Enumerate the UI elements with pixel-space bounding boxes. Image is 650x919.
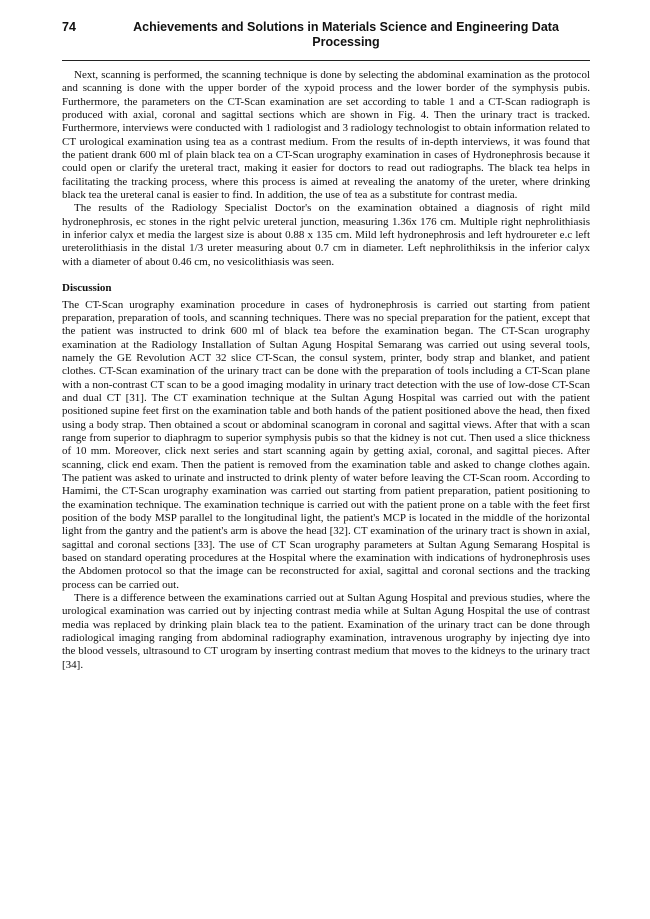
page-number: 74 <box>62 20 76 34</box>
paragraph-results: The results of the Radiology Specialist Doctor's on the examination obtained a diagnosis of right mild hydronephrosis, ec stones in the right pelvic ureteral junction, measuring 1.36x 176 cm. Multiple right nephrolithiasis in inferior calyx et media the largest size is about 0.88 x 135 cm. Mild left hydronephrosis and left hydroureter e.c left ureterolithiasis in the distal 1/3 ureter measuring about 0.7 cm in diameter. Left nephrolithiksis in the inferior calyx with a diameter of about 0.46 cm, no vesicolithiasis was seen. <box>62 202 590 268</box>
running-title-line-1: Achievements and Solutions in Materials Science and Engineering Data <box>133 20 559 34</box>
paragraph-scanning: Next, scanning is performed, the scanning technique is done by selecting the abdominal examination as the protocol and scanning is done with the upper border of the xypoid process and the lower border of the symphysis pubis. Furthermore, the parameters on the CT-Scan examination are set according to table 1 and a CT-Scan radiograph is produced with axial, coronal and sagittal sections which are shown in Fig. 4. Then the urinary tract is tracked. Furthermore, interviews were conducted with 1 radiologist and 3 radiology technologist to obtain information related to CT urological examination using tea as a contrast medium. From the results of in-depth interviews, it was found that the patient drank 600 ml of plain black tea on a CT-Scan urography examination in cases of Hydronephrosis because it could open or clarify the ureteral tract, making it easier for doctors to read out radiographs. The black tea helps in facilitating the tracking process, where this process is aimed at revealing the anatomy of the ureter, where drinking black tea the ureteral canal is easier to find. In addition, the use of tea as a substitute for contrast media. <box>62 69 590 202</box>
header-rule <box>62 60 590 61</box>
section-heading-discussion: Discussion <box>62 282 112 295</box>
running-title-line-2: Processing <box>312 35 380 49</box>
article-body <box>62 69 590 672</box>
page-header <box>62 20 590 56</box>
running-title <box>102 20 590 50</box>
paragraph-discussion-2: There is a difference between the examinations carried out at Sultan Agung Hospital and previous studies, where the urological examination was carried out by injecting contrast media while at Sultan Agung Hospital the use of contrast media was replaced by drinking plain black tea to the patient. Examination of the urinary tract can be done through radiological imaging ranging from abdominal radiography examination, intravenous urography by injecting dye into the blood vessels, ultrasound to CT urogram by inserting contrast medium that moves to the kidneys to the urinary tract [34]. <box>62 592 590 671</box>
paragraph-discussion-1: The CT-Scan urography examination procedure in cases of hydronephrosis is carried out starting from patient preparation, preparation of tools, and scanning techniques. There was no special preparation for the patient, except that the patient was instructed to drink 600 ml of black tea before the examination began. The CT-Scan urography examination at the Radiology Installation of Sultan Agung Hospital Semarang was carried out using several tools, namely the GE Revolution ACT 32 slice CT-Scan, the consul system, printer, body strap and blanket, and patient clothes. CT-Scan examination of the urinary tract can be done with the preparation of tools including a CT-Scan plane with a non-contrast CT scan to be a good imaging modality in urinary tract detection with the use of low-dose CT-Scan and dual CT [31]. The CT examination technique at the Sultan Agung Hospital was carried out with the patient positioned supine feet first on the examination table and both hands of the patient positioned above the head, then fixed using a body strap. Then obtained a scout or abdominal scanogram in coronal and sagittal views. After that with a scan range from superior to diaphragm to superior symphysis pubis so that the kidney is not cut. Then used a slice thickness of 10 mm. Moreover, click next series and start scanning again by getting axial, coronal, and sagittal pieces. After scanning, click end exam. Then the patient is removed from the examination table and asked to change clothes again. The patient was asked to urinate and instructed to drink plenty of water before leaving the CT-Scan room. According to Hamimi, the CT-Scan urography examination was carried out starting from patient preparation, patient positioning to the examination technique. The examination technique is carried out with the patient prone on a table with the feet first position of the body MSP parallel to the longitudinal light, the patient's MCP is located in the middle of the horizontal light from the gantry and the patient's arm is above the head [32]. CT examination of the urinary tract is shown in axial, sagittal and coronal sections [33]. The use of CT Scan urography parameters at Sultan Agung Semarang Hospital is based on standard operating procedures at the Hospital where the examination with indications of hydronephrosis uses the Abdomen protocol so that the image can be reconstructed for axial, sagittal and coronal sections and the tracking process can be carried out. <box>62 298 590 591</box>
